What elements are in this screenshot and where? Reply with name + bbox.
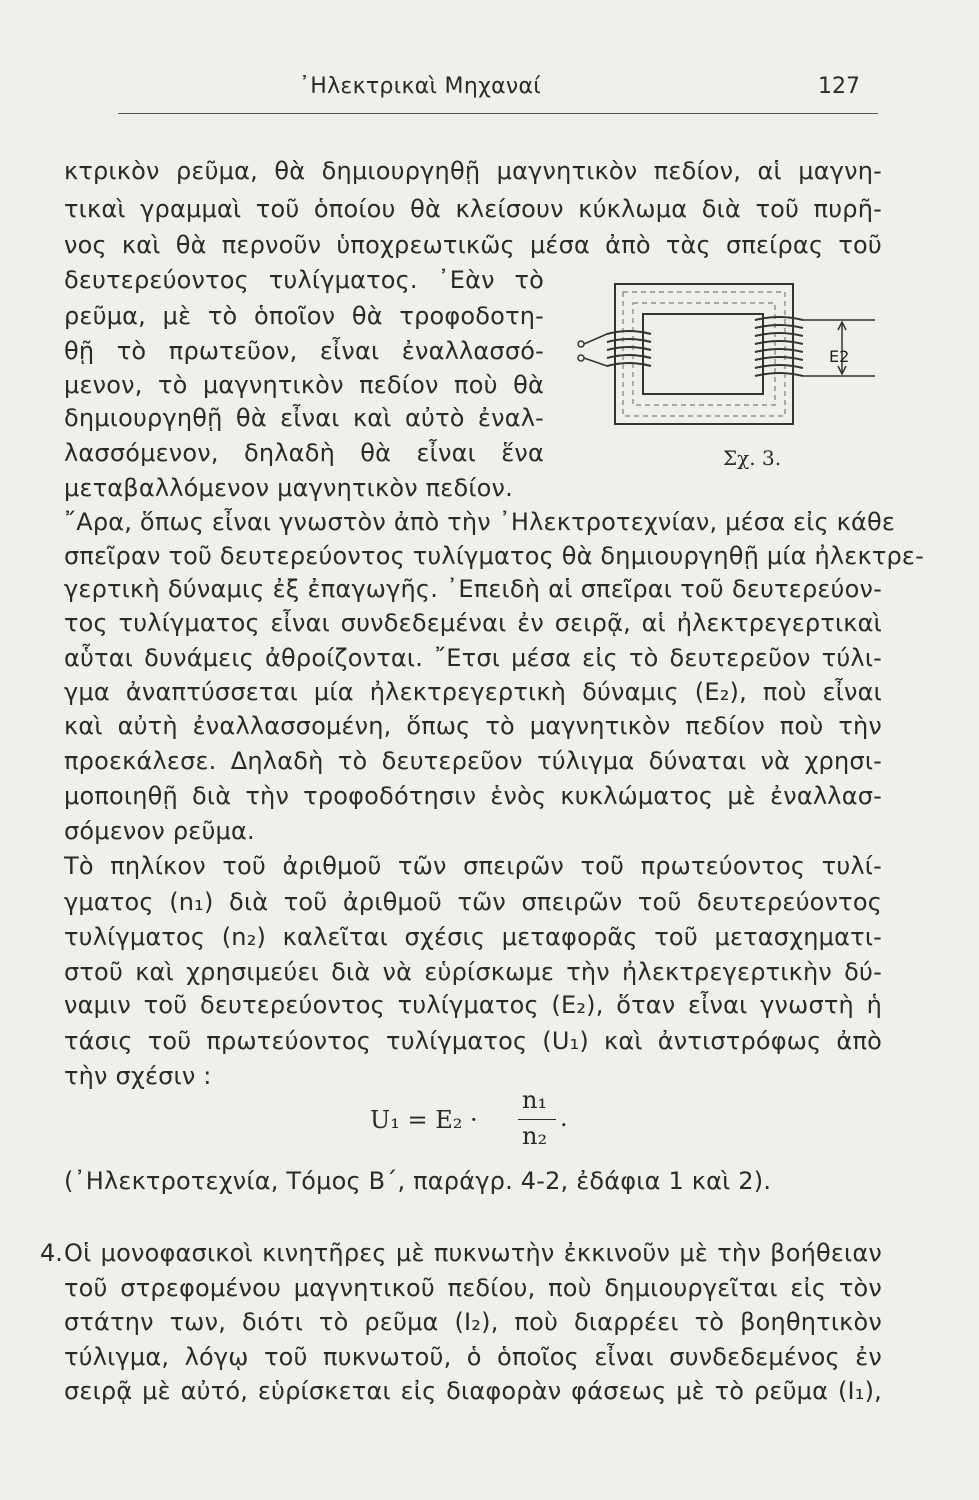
- text-line: τυλίγματος (n₂) καλεῖται σχέσις μεταφορᾶς τοῦ μετασχηματι-: [64, 923, 882, 951]
- text-line: τος τυλίγματος εἶναι συνδεδεμέναι ἐν σειρᾷ, αἱ ἠλεκτρεγερτικαὶ: [64, 609, 882, 637]
- text-line: σόμενον ρεῦμα.: [64, 817, 255, 845]
- running-title: ᾿Ηλεκτρικαὶ Μηχαναί: [298, 74, 542, 99]
- text-line: τοῦ στρεφομένου μαγνητικοῦ πεδίου, ποὺ δημιουργεῖται εἰς τὸν: [64, 1274, 882, 1302]
- header-rule: [118, 113, 878, 114]
- text-line: στοῦ καὶ χρησιμεύει διὰ νὰ εὑρίσκωμε τὴν ἠλεκτρεγερτικὴν δύ-: [64, 958, 882, 986]
- text-line: μοποιηθῇ διὰ τὴν τροφοδότησιν ἑνὸς κυκλώματος μὲ ἐναλλασ-: [64, 782, 882, 810]
- flux-path-inner: [633, 303, 775, 405]
- text-line: θῇ τὸ πρωτεῦον, εἶναι ἐναλλασσό-: [64, 337, 544, 365]
- reference-line: (᾿Ηλεκτροτεχνία, Τόμος Β΄, παράγρ. 4-2, ἐδάφια 1 καὶ 2).: [64, 1167, 772, 1195]
- flux-path-outer: [623, 292, 785, 416]
- text-line: σπεῖραν τοῦ δευτερεύοντος τυλίγματος θὰ δημιουργηθῇ μία ἠλεκτρε-: [64, 542, 924, 570]
- text-line: μενον, τὸ μαγνητικὸν πεδίον ποὺ θὰ: [64, 371, 544, 399]
- fraction-bar: [518, 1119, 556, 1120]
- text-line: καὶ αὐτὴ ἐναλλασσομένη, ὅπως τὸ μαγνητικὸν πεδίον ποὺ τὴν: [64, 712, 882, 740]
- text-line: ναμιν τοῦ δευτερεύοντος τυλίγματος (E₂), ὅταν εἶναι γνωστὴ ἡ: [64, 991, 882, 1019]
- primary-terminals: [578, 334, 607, 366]
- text-line: κτρικὸν ρεῦμα, θὰ δημιουργηθῇ μαγνητικὸν πεδίον, αἱ μαγνη-: [64, 157, 882, 185]
- text-line: σειρᾷ μὲ αὐτό, εὑρίσκεται εἰς διαφορὰν φάσεως μὲ τὸ ρεῦμα (I₁),: [64, 1377, 882, 1405]
- text-line: αὗται δυνάμεις ἀθροίζονται. ῎Ετσι μέσα εἰς τὸ δευτερεῦον τύλι-: [64, 644, 882, 672]
- text-line: γμα ἀναπτύσσεται μία ἠλεκτρεγερτικὴ δύναμις (E₂), ποὺ εἶναι: [64, 678, 882, 706]
- text-line: δευτερεύοντος τυλίγματος. ᾿Εὰν τὸ: [64, 266, 544, 294]
- formula-numerator: n₁: [522, 1086, 548, 1114]
- text-line: γερτικὴ δύναμις ἐξ ἐπαγωγῆς. ᾿Επειδὴ αἱ σπεῖραι τοῦ δευτερεύον-: [64, 575, 882, 603]
- text-line: τὴν σχέσιν :: [64, 1062, 212, 1090]
- formula-denominator: n₂: [522, 1122, 548, 1150]
- text-line: δημιουργηθῇ θὰ εἶναι καὶ αὐτὸ ἐναλ-: [64, 404, 544, 432]
- text-line: προεκάλεσε. Δηλαδὴ τὸ δευτερεῦον τύλιγμα δύναται νὰ χρησι-: [64, 747, 882, 775]
- text-line: στάτην των, διότι τὸ ρεῦμα (I₂), ποὺ διαρρέει τὸ βοηθητικὸν: [64, 1308, 882, 1336]
- transformer-core-outer: [615, 284, 793, 424]
- text-line: τύλιγμα, λόγῳ τοῦ πυκνωτοῦ, ὁ ὁποῖος εἶναι συνδεδεμένος ἐν: [64, 1343, 882, 1371]
- text-line: τάσις τοῦ πρωτεύοντος τυλίγματος (U₁) καὶ ἀντιστρόφως ἀπὸ: [64, 1027, 882, 1055]
- transformer-ratio-formula: [370, 1086, 610, 1156]
- transformer-core-window: [643, 314, 763, 394]
- text-line: μεταβαλλόμενον μαγνητικὸν πεδίον.: [64, 474, 513, 502]
- text-line: νος καὶ θὰ περνοῦν ὑποχρεωτικῶς μέσα ἀπὸ τὰς σπείρας τοῦ: [64, 231, 882, 259]
- formula-end: .: [560, 1104, 568, 1132]
- text-line: λασσόμενον, δηλαδὴ θὰ εἶναι ἕνα: [64, 439, 544, 467]
- text-line: γματος (n₁) διὰ τοῦ ἀριθμοῦ τῶν σπειρῶν τοῦ δευτερεύοντος: [64, 888, 882, 916]
- text-line: Τὸ πηλίκον τοῦ ἀριθμοῦ τῶν σπειρῶν τοῦ πρωτεύοντος τυλί-: [64, 852, 882, 880]
- text-line: τικαὶ γραμμαὶ τοῦ ὁποίου θὰ κλείσουν κύκλωμα διὰ τοῦ πυρῆ-: [64, 195, 882, 223]
- page-number: 127: [818, 74, 860, 99]
- text-line: Οἱ μονοφασικοὶ κινητῆρες μὲ πυκνωτὴν ἐκκινοῦν μὲ τὴν βοήθειαν: [64, 1239, 882, 1267]
- formula-lhs: U₁ = E₂ ·: [370, 1106, 478, 1134]
- e2-label: E2: [829, 347, 850, 366]
- text-line: ρεῦμα, μὲ τὸ ὁποῖον θὰ τροφοδοτη-: [64, 302, 544, 330]
- figure-caption: Σχ. 3.: [723, 446, 782, 470]
- item-number: 4.: [40, 1239, 63, 1267]
- transformer-diagram: [555, 278, 885, 438]
- text-line: ῎Αρα, ὅπως εἶναι γνωστὸν ἀπὸ τὴν ᾿Ηλεκτροτεχνίαν, μέσα εἰς κάθε: [64, 508, 896, 536]
- primary-winding: [607, 331, 651, 366]
